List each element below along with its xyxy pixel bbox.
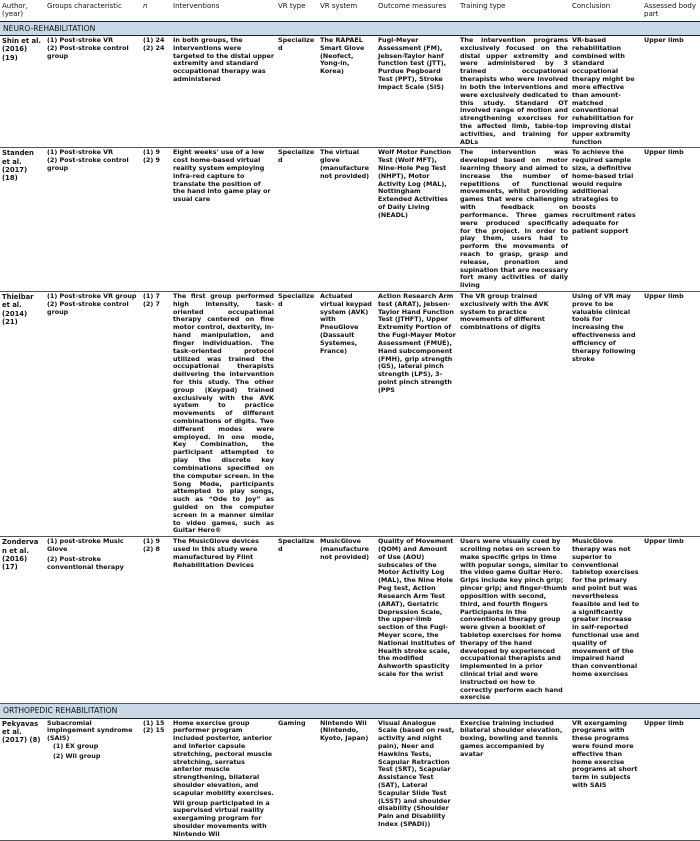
cell-training: The intervention was developed based on motor learning theory and aimed to increase the number of repetitions of functional movements, whilst providing games that were challenging with feedback on performance. Three games were produced specifically for the project. In order to play them, users had to perform the movements of reach to grasp, grasp and release, pronation and supination that are necessary fort many activities of daily living bbox=[458, 148, 570, 292]
cell-body-part: Upper limb bbox=[642, 148, 700, 292]
intervention-text: Wii group participated in a supervised virtual reality exergaming program for shoulder movements with Nintendo Wii bbox=[173, 798, 270, 838]
group-line: (2) Post-stroke control group bbox=[47, 43, 129, 60]
intervention-text: In both groups, the interventions were targeted to the distal upper extremity and standard occupational therapy was administered bbox=[173, 36, 274, 84]
cell-interventions bbox=[171, 292, 276, 537]
group-line: (1) post-stroke Music Glove bbox=[47, 537, 124, 554]
cell-vr-type: Gaming bbox=[276, 718, 318, 840]
cell-vr-system: Actuated virtual keypad system (AVK) with PneuGlove (Dassault Systemes, France) bbox=[318, 292, 376, 537]
cell-outcome: Fugl-Meyer Assessment (FM), Jebsen-Taylor hanf function test (JTT), Purdue Pegboard Test (PPT), Stroke Impact Scale (SIS) bbox=[376, 36, 458, 148]
section-row-neuro bbox=[0, 21, 700, 35]
col-header-outcome: Outcome measures bbox=[376, 0, 458, 21]
cell-conclusion: To achieve the required sample size, a definitive home-based trial would require additional strategies to boosts recruitment rates adequate for patient support bbox=[570, 148, 642, 292]
col-header-conclusion: Conclusion bbox=[570, 0, 642, 21]
group-line: (1) Post-stroke VR bbox=[47, 148, 114, 157]
group-line: (1) Post-stroke VR bbox=[47, 36, 114, 45]
cell-vr-system: Nintendo Wii (Nintendo, Kyoto, Japan) bbox=[318, 718, 376, 840]
section-row-ortho bbox=[0, 704, 700, 718]
cell-outcome: Action Research Arm test (ARAT), Jebsen-Taylor Hand Function Test (JTHFT), Upper Extremity Portion of the Fugl-Mayer Motor Assessment (FMUE), Hand subcomponent (FMH), grip strength (GS), lateral pinch strength (LPS), 3-point pinch strength (PPS bbox=[376, 292, 458, 537]
cell-conclusion: MusicGlove therapy was not superior to conventional tabletop exercises for the primary end point but was nevertheless feasible and led to a significantly greater increase in self-reported functional use and quality of movement of the impaired hand than conventional home exercises bbox=[570, 537, 642, 704]
table-row bbox=[0, 292, 700, 537]
cell-conclusion: Using of VR may prove to be valuable clinical tools for increasing the effectiveness and efficiency of therapy following stroke bbox=[570, 292, 642, 537]
group-line: (1) Post-stroke VR group bbox=[47, 292, 137, 301]
cell-training: Exercise training included bilateral shoulder elevation, boxing, bowling and tennis games accompanied by avatar bbox=[458, 718, 570, 840]
section-title-ortho: ORTHOPEDIC REHABILITATION bbox=[0, 704, 700, 718]
cell-interventions bbox=[171, 148, 276, 292]
table-row bbox=[0, 36, 700, 148]
cell-groups bbox=[45, 718, 141, 840]
cell-interventions bbox=[171, 718, 276, 840]
cell-n bbox=[141, 537, 171, 704]
group-line: (2) Post-stroke control group bbox=[47, 299, 129, 316]
cell-author: Pekyavas et al. (2017) (8) bbox=[0, 718, 45, 840]
cell-body-part: Upper limb bbox=[642, 537, 700, 704]
col-header-body-part: Assessed body part bbox=[642, 0, 700, 21]
intervention-text: Home exercise group performer program included posterior, anterior and inferior capsule stretching, pectoral muscle stretching, serratus anterior muscle strengthening, bilateral shoulder elevation, and scapular mobility exercises. bbox=[173, 718, 274, 797]
group-line: (2) Wii group bbox=[53, 751, 101, 760]
group-line: (1) EX group bbox=[53, 741, 99, 750]
cell-outcome: Visual Analogue Scale (based on rest, activity and night pain), Neer and Hawkins Tests, Scapular Retraction Test (SRT), Scapular Assistance Test (SAT), Lateral Scapular Slide Test (LSST) and shoulder disability (Shoulder Pain and Disability Index (SPADI)) bbox=[376, 718, 458, 840]
col-header-n: n bbox=[141, 0, 171, 21]
col-header-training: Training type bbox=[458, 0, 570, 21]
group-line: (2) Post-stroke conventional therapy bbox=[47, 554, 124, 571]
cell-vr-system: The virtual glove (manufacture not provided) bbox=[318, 148, 376, 292]
cell-body-part: Upper limb bbox=[642, 718, 700, 840]
cell-training: The VR group trained exclusively with the AVK system to practice movements of different combinations of digits bbox=[458, 292, 570, 537]
cell-interventions bbox=[171, 537, 276, 704]
col-header-interventions: Interventions bbox=[171, 0, 276, 21]
cell-training: Users were visually cued by scrolling notes on screen to make specific grips in time with popular songs, similar to the video game Guitar Hero. Grips include key pinch grip; pincer grip; and finger-thumb opposition with second, third, and fourth fingers Participants in the conventional therapy group were given a booklet of tabletop exercises for home therapy of the hand developed by experienced occupational therapists and implemented in a prior clinical trial and were instructed on how to correctly perform each hand exercise bbox=[458, 537, 570, 704]
intervention-text: Eight weeks' use of a low cost home-based virtual reality system employing infra-red capture to translate the position of the hand into game play or usual care bbox=[173, 148, 271, 204]
col-header-author: Author, (year) bbox=[0, 0, 45, 21]
cell-groups bbox=[45, 36, 141, 148]
col-header-vr-type: VR type bbox=[276, 0, 318, 21]
cell-vr-system: MusicGlove (manufacture not provided) bbox=[318, 537, 376, 704]
n-line: (1) 9 bbox=[143, 537, 160, 546]
section-title-neuro: NEURO-REHABILITATION bbox=[0, 21, 700, 35]
n-line: (1) 15 bbox=[143, 718, 165, 727]
cell-conclusion: VR exergaming programs with these programs were found more effective than home exercise programs at short term in subjects with SAIS bbox=[570, 718, 642, 840]
cell-conclusion: VR-based rehabilitation combined with standard occupational therapy might be more effective than amount-matched conventional rehabilitation for improving distal upper extremity function bbox=[570, 36, 642, 148]
cell-groups bbox=[45, 537, 141, 704]
n-line: (2) 24 bbox=[143, 43, 165, 52]
n-line: (2) 8 bbox=[143, 545, 160, 554]
col-header-groups: Groups characteristic bbox=[45, 0, 141, 21]
cell-groups bbox=[45, 292, 141, 537]
cell-vr-type: Specialized bbox=[276, 292, 318, 537]
cell-training: The intervention programs exclusively focused on the distal upper extremity and were administered by 3 trained occupational therapists who were involved in both the interventions and were exclusively dedicated to this study. Standard OT involved range of motion and strengthening exercises for the affected limb, table-top activities, and training for ADLs bbox=[458, 36, 570, 148]
cell-n bbox=[141, 36, 171, 148]
n-line: (1) 24 bbox=[143, 36, 165, 45]
cell-n bbox=[141, 718, 171, 840]
cell-vr-type: Specialized bbox=[276, 36, 318, 148]
table-row bbox=[0, 718, 700, 840]
cell-vr-type: Specialized bbox=[276, 537, 318, 704]
intervention-text: The MusicGlove devices used in this study were manufactured by Flint Rehabilitation Devices bbox=[173, 537, 259, 569]
group-line: (2) Post-stroke control group bbox=[47, 156, 129, 173]
n-line: (2) 15 bbox=[143, 726, 165, 735]
group-line: Subacromial impingement syndrome (SAIS) bbox=[47, 718, 133, 743]
cell-author: Thielbar et al. (2014) (21) bbox=[0, 292, 45, 537]
cell-body-part: Upper limb bbox=[642, 292, 700, 537]
table-row bbox=[0, 537, 700, 704]
header-row bbox=[0, 0, 700, 21]
cell-groups bbox=[45, 148, 141, 292]
cell-vr-type: Specialized bbox=[276, 148, 318, 292]
intervention-text: The first group performed high intensity, task-oriented occupational therapy centered on fine motor control, dexterity, in-hand manipulation, and finger individuation. The task-oriented protocol utilized was trained the occupational therapists delivering the intervention for this study. The other group (Keypad) trained exclusively with the AVK system to practice movements of different combinations of digits. Two different modes were employed. In one mode, Key Combination, the participant attempted to play the discrete key combinations specified on the computer screen. In the Song Mode, participants attempted to play songs, such as “Ode to Joy” as guided on the computer screen in a manner similar to video games, such as Guitar Hero® bbox=[173, 292, 274, 535]
n-line: (2) 9 bbox=[143, 156, 160, 165]
cell-author: Standen et al. (2017) (18) bbox=[0, 148, 45, 292]
n-line: (1) 7 bbox=[143, 292, 160, 301]
cell-outcome: Quality of Movement (QOM) and Amount of Use (AOU) subscales of the Motor Activity Log (MAL), the Nine Hole Peg test, Action Research Arm Test (ARAT), Geriatric Depression Scale, the upper-limb section of the Fugl-Meyer score, the National Institutes of Health stroke scale, the modified Ashworth spasticity scale for the wrist bbox=[376, 537, 458, 704]
n-line: (2) 7 bbox=[143, 299, 160, 308]
cell-n bbox=[141, 148, 171, 292]
cell-interventions bbox=[171, 36, 276, 148]
n-line: (1) 9 bbox=[143, 148, 160, 157]
cell-n bbox=[141, 292, 171, 537]
col-header-vr-system: VR system bbox=[318, 0, 376, 21]
cell-author: Shin et al. (2016) (19) bbox=[0, 36, 45, 148]
cell-body-part: Upper limb bbox=[642, 36, 700, 148]
table-row bbox=[0, 148, 700, 292]
cell-vr-system: The RAPAEL Smart Glove (Neofect, Yong-in, Korea) bbox=[318, 36, 376, 148]
cell-author: Zondervan et al. (2016) (17) bbox=[0, 537, 45, 704]
cell-outcome: Wolf Motor Function Test (Wolf MFT), Nine-Hole Peg Test (NHPT), Motor Activity Log (MAL), Nottingham Extended Activities of Daily Living (NEADL) bbox=[376, 148, 458, 292]
